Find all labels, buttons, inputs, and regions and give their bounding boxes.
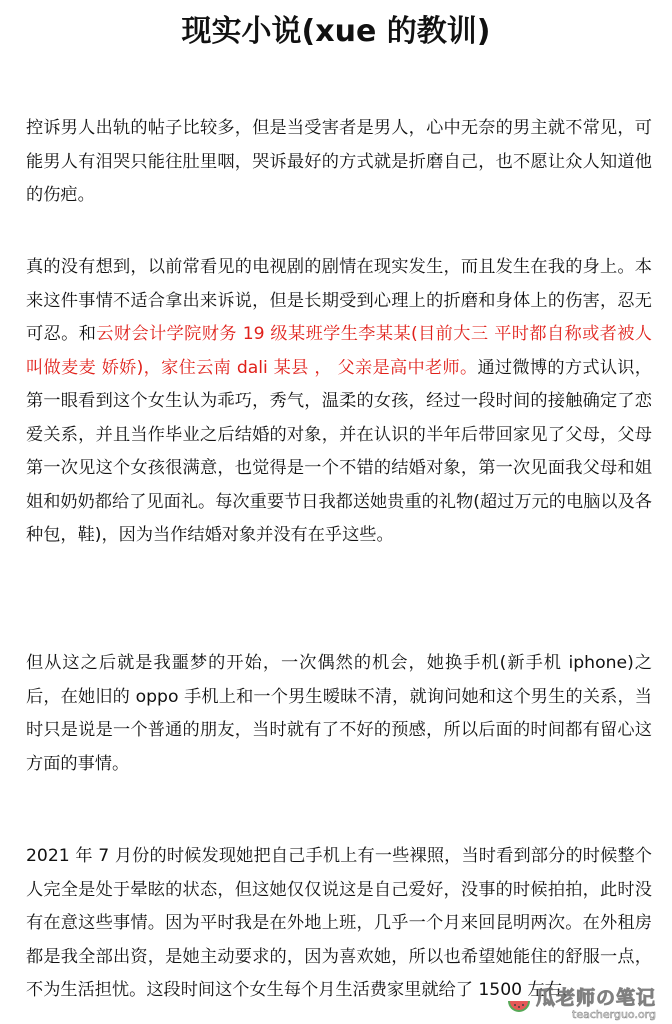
watermark [506, 989, 656, 1020]
watermelon-icon [506, 992, 532, 1018]
document-title: 现实小说(xue 的教训) [181, 14, 491, 49]
paragraph-3-text: 但从这之后就是我噩梦的开始，一次偶然的机会，她换手机(新手机 iphone)之后，在她旧的 oppo 手机上和一个男生暧昧不清，就询问她和这个男生的关系，当时只是说是一个普通的朋友，当时就有了不好的预感，所以后面的时间都有留心这方面的事情。 [26, 653, 652, 774]
paragraph-2-highlight: 云财会计学院财务 19 级某班学生李某某(目前大三 平时都自称或者被人叫做麦麦 娇娇)，家住云南 dali 某县 ， 父亲是高中老师。 [26, 324, 652, 378]
paragraph-4 [26, 840, 652, 1008]
watermark-title: 瓜老师の笔记 [535, 987, 656, 1009]
paragraph-1-text: 控诉男人出轨的帖子比较多，但是当受害者是男人，心中无奈的男主就不常见，可能男人有泪哭只能往肚里咽，哭诉最好的方式就是折磨自己，也不愿让众人知道他的伤疤。 [26, 118, 652, 205]
paragraph-3 [26, 647, 652, 781]
paragraph-2 [26, 251, 652, 553]
paragraph-1 [26, 112, 652, 213]
paragraph-2-text-before: 真的没有想到，以前常看见的电视剧的剧情在现实发生，而且发生在我的身上。本来这件事情不适合拿出来诉说，但是长期受到心理上的折磨和身体上的伤害，忍无可忍。和 [26, 257, 652, 344]
paragraph-4-text: 2021 年 7 月份的时候发现她把自己手机上有一些裸照，当时看到部分的时候整个人完全是处于晕眩的状态，但这她仅仅说这是自己爱好，没事的时候拍拍，此时没有在意这些事情。因为平时我是在外地上班，几乎一个月来回昆明两次。在外租房都是我全部出资，是她主动要求的，因为喜欢她，所以也希望她能住的舒服一点，不为生活担忧。这段时间这个女生每个月生活费家里就给了 1500 左右， [26, 846, 652, 1000]
paragraph-2-text-after: 通过微博的方式认识，第一眼看到这个女生认为乖巧，秀气，温柔的女孩，经过一段时间的接触确定了恋爱关系，并且当作毕业之后结婚的对象，并在认识的半年后带回家见了父母，父母第一次见这个女孩很满意，也觉得是一个不错的结婚对象，第一次见面我父母和姐姐和奶奶都给了见面礼。每次重要节日我都送她贵重的礼物(超过万元的电脑以及各种包，鞋)，因为当作结婚对象并没有在乎这些。 [26, 357, 652, 545]
watermark-url: teacherguo.org [572, 1008, 656, 1021]
